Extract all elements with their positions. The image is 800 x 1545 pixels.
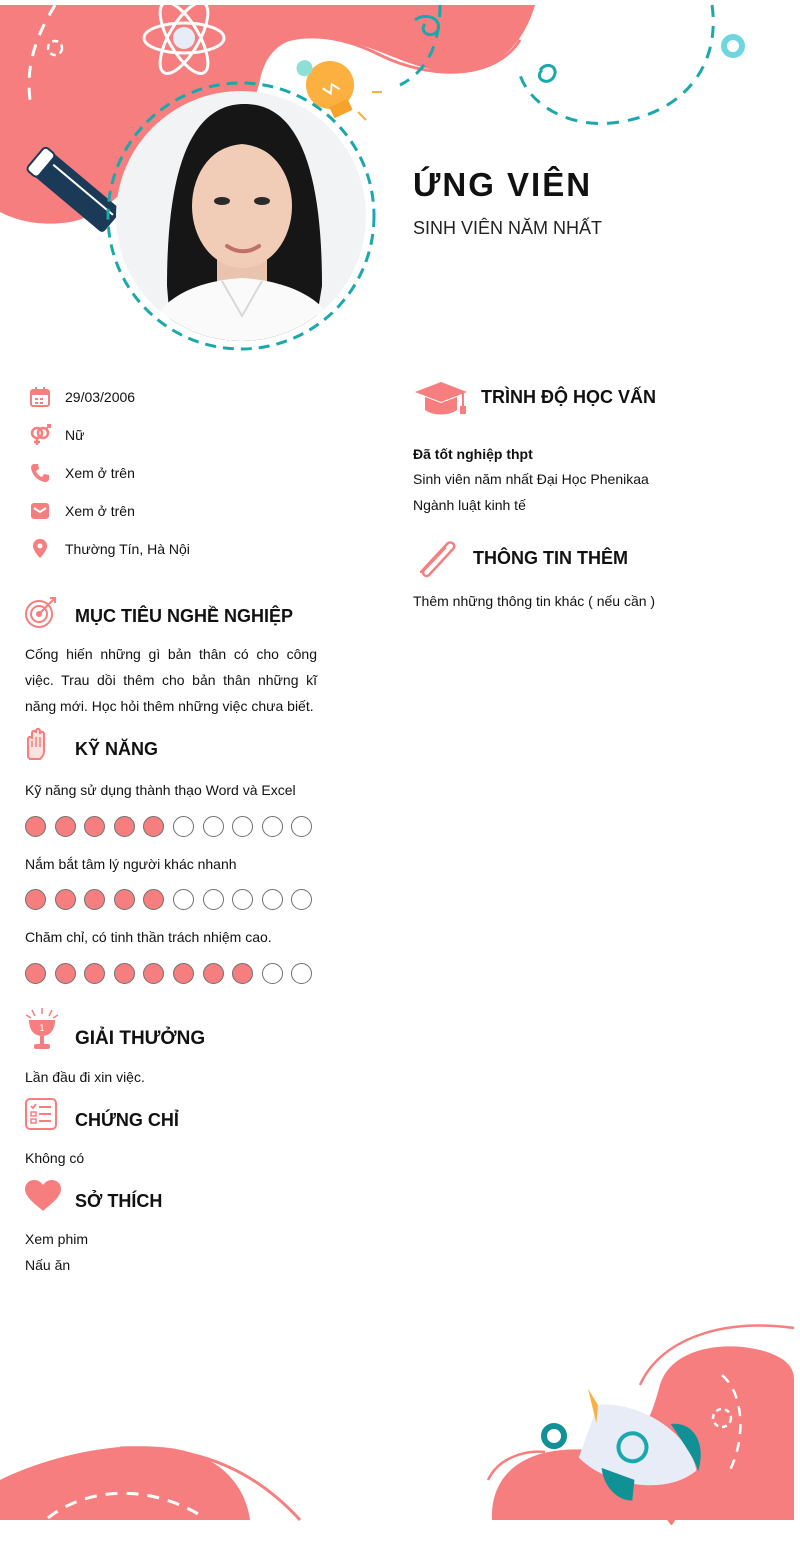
awards-text: Lần đầu đi xin việc. — [25, 1069, 145, 1085]
rating-dot-filled — [173, 963, 194, 984]
education-line: Sinh viên năm nhất Đại Học Phenikaa — [413, 471, 649, 487]
skills-title: KỸ NĂNG — [75, 739, 159, 759]
education-line: Ngành luật kinh tế — [413, 497, 526, 513]
rating-dot-filled — [25, 889, 46, 910]
contact-text: Nữ — [65, 427, 85, 443]
rating-dot-filled — [55, 816, 76, 837]
contact-text: 29/03/2006 — [65, 389, 136, 405]
contact-text: Xem ở trên — [65, 465, 135, 481]
candidate-position: SINH VIÊN NĂM NHẤT — [413, 218, 603, 238]
contact-phone — [25, 462, 355, 492]
contact-address — [25, 538, 355, 568]
skill-name: Kỹ năng sử dụng thành thạo Word và Excel — [25, 782, 296, 798]
certificates-text: Không có — [25, 1150, 85, 1166]
graduation-cap-icon — [413, 380, 471, 416]
target-icon — [24, 595, 58, 629]
skill-name: Nắm bắt tâm lý người khác nhanh — [25, 856, 237, 872]
contact-gender — [25, 424, 355, 454]
more-info-text: Thêm những thông tin khác ( nếu cần ) — [413, 593, 656, 609]
contact-text: Xem ở trên — [65, 503, 135, 519]
rating-dot-empty — [262, 816, 283, 837]
rating-dot-empty — [203, 816, 224, 837]
rating-dot-empty — [173, 816, 194, 837]
rating-dot-filled — [203, 963, 224, 984]
contact-text: Thường Tín, Hà Nội — [65, 541, 190, 557]
education-title: TRÌNH ĐỘ HỌC VẤN — [481, 387, 656, 407]
awards-title: GIẢI THƯỞNG — [75, 1028, 206, 1049]
contact-birthday — [25, 386, 355, 416]
heart-icon — [24, 1179, 62, 1213]
rating-dot-empty — [203, 889, 224, 910]
rating-dot-empty — [173, 889, 194, 910]
location-icon — [29, 538, 51, 560]
paperclip-icon — [413, 536, 459, 580]
more-info-title: THÔNG TIN THÊM — [473, 548, 628, 568]
objective-title: MỤC TIÊU NGHỀ NGHIỆP — [75, 606, 294, 626]
svg-text:1: 1 — [39, 1024, 45, 1034]
rating-dot-filled — [55, 963, 76, 984]
education-headline: Đã tốt nghiệp thpt — [413, 446, 533, 462]
rating-dot-filled — [25, 816, 46, 837]
profile-photo — [112, 86, 372, 346]
certificates-title: CHỨNG CHỈ — [75, 1110, 179, 1130]
rating-dot-filled — [114, 889, 135, 910]
email-icon — [29, 500, 51, 522]
rating-dot-filled — [114, 816, 135, 837]
hand-icon — [24, 727, 50, 761]
calendar-icon — [29, 386, 51, 408]
rating-dot-filled — [55, 889, 76, 910]
rating-dot-filled — [25, 963, 46, 984]
hobbies-title: SỞ THÍCH — [75, 1191, 163, 1211]
phone-icon — [29, 462, 51, 484]
hobby-item: Xem phim — [25, 1231, 89, 1247]
gender-icon — [29, 424, 51, 446]
contact-email — [25, 500, 355, 530]
skill-name: Chăm chỉ, có tinh thần trách nhiệm cao. — [25, 929, 272, 945]
objective-text: Cống hiến những gì bản thân có cho công việc. Trau dồi thêm cho bản thân những kĩ năng mới. Học hỏi thêm những việc chưa biết. — [25, 646, 317, 714]
trophy-icon — [24, 1006, 60, 1052]
candidate-name: ỨNG VIÊN — [413, 166, 593, 203]
checklist-icon — [24, 1097, 58, 1131]
rating-dot-empty — [262, 963, 283, 984]
rating-dot-filled — [114, 963, 135, 984]
rating-dot-empty — [262, 889, 283, 910]
hobby-item: Nấu ăn — [25, 1257, 71, 1273]
